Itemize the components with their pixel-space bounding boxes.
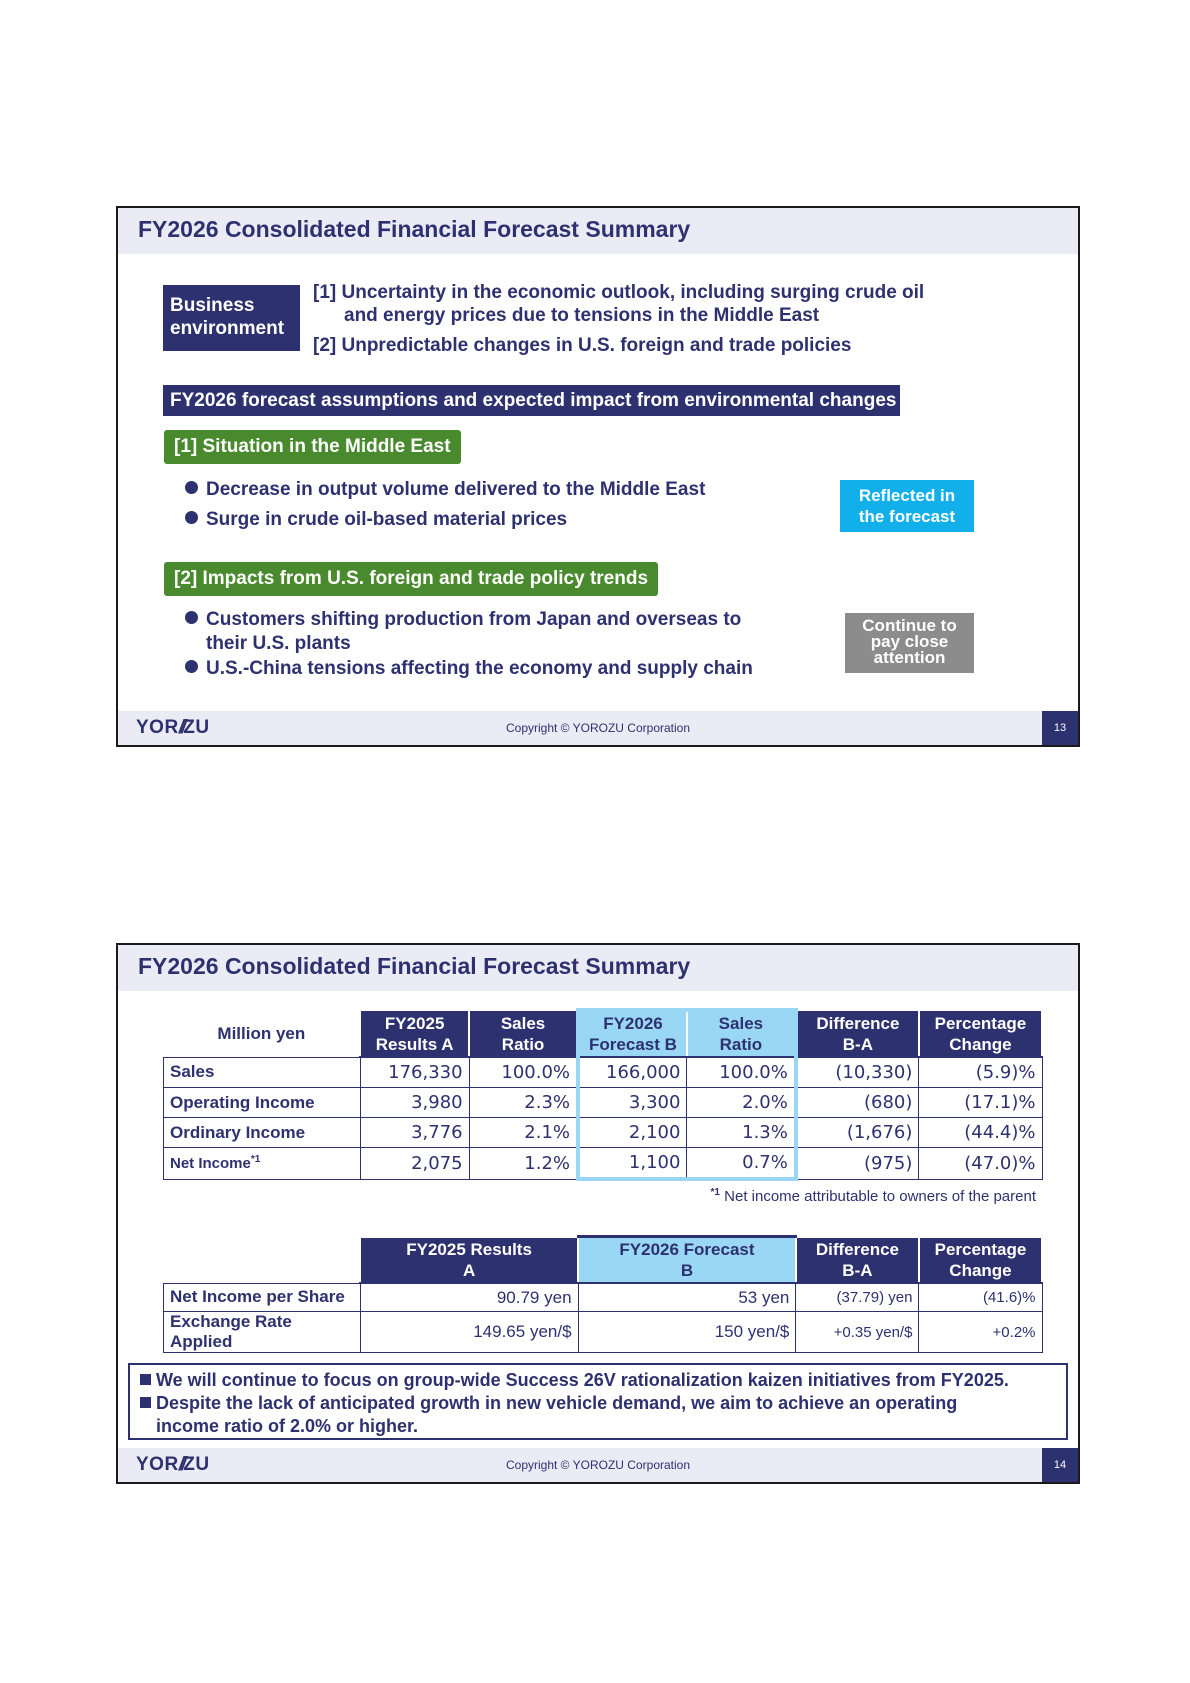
bullet-text: Decrease in output volume delivered to the Middle East: [206, 479, 706, 500]
status-line: the forecast: [858, 507, 956, 526]
key-point: Despite the lack of anticipated growth in new vehicle demand, we aim to achieve an operating: [140, 1392, 1066, 1415]
slide-13: [116, 206, 1080, 747]
table-cell: 3,980: [360, 1088, 469, 1118]
table-cell: (37.79) yen: [796, 1283, 919, 1312]
empty-header: [164, 1237, 361, 1284]
table-cell: 90.79 yen: [360, 1283, 578, 1312]
row-label: Sales: [164, 1057, 361, 1088]
table-row: [164, 1118, 1043, 1148]
row-label: Operating Income: [164, 1088, 361, 1118]
table-cell: 0.7%: [687, 1148, 796, 1180]
slide-footer: [118, 1448, 1078, 1482]
status-line: attention: [873, 648, 946, 667]
square-bullet-icon: [140, 1374, 151, 1385]
yorozu-logo: YOR//ZU: [136, 717, 210, 738]
slide-footer: [118, 711, 1078, 745]
status-attention-badge: [845, 613, 974, 673]
slide-header: [118, 945, 1078, 991]
footnote: [711, 1187, 1036, 1205]
table-row: [164, 1088, 1043, 1118]
column-header: FY2025 Results A: [360, 1010, 469, 1057]
business-environment-label-line1: Business: [170, 295, 255, 316]
section-1-label: [1] Situation in the Middle East: [164, 430, 461, 464]
column-header: FY2026 Forecast B: [578, 1237, 796, 1284]
page-number: 13: [1042, 711, 1078, 745]
column-header: FY2025 Results A: [360, 1237, 578, 1284]
table-cell: (975): [796, 1148, 919, 1180]
table-cell: 150 yen/$: [578, 1312, 796, 1353]
table-cell: 2.3%: [469, 1088, 578, 1118]
footnote-text: Net income attributable to owners of the parent: [719, 1188, 1036, 1205]
column-header: Difference B-A: [796, 1010, 919, 1057]
table-cell: (44.4)%: [919, 1118, 1042, 1148]
table-row: [164, 1283, 1043, 1312]
table-cell: 149.65 yen/$: [360, 1312, 578, 1353]
bullet-dot-icon: [185, 511, 198, 524]
business-environment-label: [163, 285, 300, 351]
env-item-1-line1: [1] Uncertainty in the economic outlook, including surging crude oil: [313, 282, 925, 303]
table-cell: (5.9)%: [919, 1057, 1042, 1088]
section-2-bullet: [185, 608, 741, 656]
status-line: Reflected in: [858, 486, 956, 505]
env-item-1: [313, 281, 924, 327]
section-1-bullet: [185, 508, 567, 532]
key-point: We will continue to focus on group-wide Success 26V rationalization kaizen initiatives from FY2025.: [140, 1369, 1066, 1392]
table-row: [164, 1057, 1043, 1088]
bullet-text: their U.S. plants: [206, 633, 351, 654]
table-cell: 100.0%: [687, 1057, 796, 1088]
table-cell: 2,075: [360, 1148, 469, 1180]
section-2-label: [2] Impacts from U.S. foreign and trade policy trends: [164, 562, 658, 596]
status-line: Continue to: [862, 616, 957, 635]
table-cell: (17.1)%: [919, 1088, 1042, 1118]
table-cell: 53 yen: [578, 1283, 796, 1312]
column-header: Sales Ratio: [469, 1010, 578, 1057]
table-cell: 2.1%: [469, 1118, 578, 1148]
table-cell: 100.0%: [469, 1057, 578, 1088]
key-point-continued: income ratio of 2.0% or higher.: [156, 1416, 419, 1436]
bullet-text: U.S.-China tensions affecting the economy and supply chain: [206, 658, 753, 679]
status-reflected-badge: [840, 480, 974, 532]
table-row: [164, 1312, 1043, 1353]
table-cell: 1,100: [578, 1148, 687, 1180]
column-header: Sales Ratio: [687, 1010, 796, 1057]
yorozu-logo: YOR//ZU: [136, 1454, 210, 1475]
table-cell: 3,300: [578, 1088, 687, 1118]
row-label: Ordinary Income: [164, 1118, 361, 1148]
row-label: Net Income per Share: [164, 1283, 361, 1312]
column-header: Difference B-A: [796, 1237, 919, 1284]
unit-label: Million yen: [164, 1010, 361, 1057]
square-bullet-icon: [140, 1397, 151, 1408]
column-header: Percentage Change: [919, 1237, 1042, 1284]
table-cell: (41.6)%: [919, 1283, 1042, 1312]
table-header-row: [164, 1237, 1043, 1284]
table-header-row: [164, 1010, 1043, 1057]
table-cell: (10,330): [796, 1057, 919, 1088]
slide-header: [118, 208, 1078, 254]
per-share-table: [163, 1235, 1043, 1353]
table-cell: 2,100: [578, 1118, 687, 1148]
page-number: 14: [1042, 1448, 1078, 1482]
copyright-text: Copyright © YOROZU Corporation: [505, 721, 691, 735]
bullet-text: Surge in crude oil-based material prices: [206, 509, 568, 530]
table-cell: 166,000: [578, 1057, 687, 1088]
env-item-1-line2: and energy prices due to tensions in the Middle East: [344, 305, 820, 326]
table-cell: 2.0%: [687, 1088, 796, 1118]
slide-title: FY2026 Consolidated Financial Forecast Summary: [138, 953, 691, 979]
table-cell: +0.35 yen/$: [796, 1312, 919, 1353]
row-label: Net Income$^{*1}$: [164, 1148, 361, 1180]
footnote-mark: *1: [710, 1187, 720, 1198]
status-line: pay close: [870, 632, 949, 651]
table-cell: (47.0)%: [919, 1148, 1042, 1180]
section-1-bullet: [185, 478, 705, 502]
financial-forecast-table: [163, 1008, 1043, 1181]
column-header: Percentage Change: [919, 1010, 1042, 1057]
slide-title: FY2026 Consolidated Financial Forecast Summary: [138, 216, 691, 242]
table-cell: (1,676): [796, 1118, 919, 1148]
table-cell: 176,330: [360, 1057, 469, 1088]
key-points-box: [128, 1363, 1068, 1440]
table-cell: +0.2%: [919, 1312, 1042, 1353]
section-2-bullet: [185, 657, 753, 681]
table-row: [164, 1148, 1043, 1180]
table-cell: 3,776: [360, 1118, 469, 1148]
table-cell: 1.3%: [687, 1118, 796, 1148]
env-item-2: [2] Unpredictable changes in U.S. foreign and trade policies: [313, 335, 852, 356]
copyright-text: Copyright © YOROZU Corporation: [505, 1458, 691, 1472]
bullet-dot-icon: [185, 660, 198, 673]
table-cell: (680): [796, 1088, 919, 1118]
assumptions-header: FY2026 forecast assumptions and expected impact from environmental changes: [163, 385, 900, 416]
business-environment-label-line2: environment: [170, 318, 285, 339]
table-cell: 1.2%: [469, 1148, 578, 1180]
bullet-text: Customers shifting production from Japan and overseas to: [206, 609, 742, 630]
bullet-dot-icon: [185, 611, 198, 624]
column-header: FY2026 Forecast B: [578, 1010, 687, 1057]
slide-14: [116, 943, 1080, 1484]
bullet-dot-icon: [185, 481, 198, 494]
row-label: Exchange Rate Applied: [164, 1312, 361, 1353]
footnote-marker: *1: [250, 1154, 261, 1166]
